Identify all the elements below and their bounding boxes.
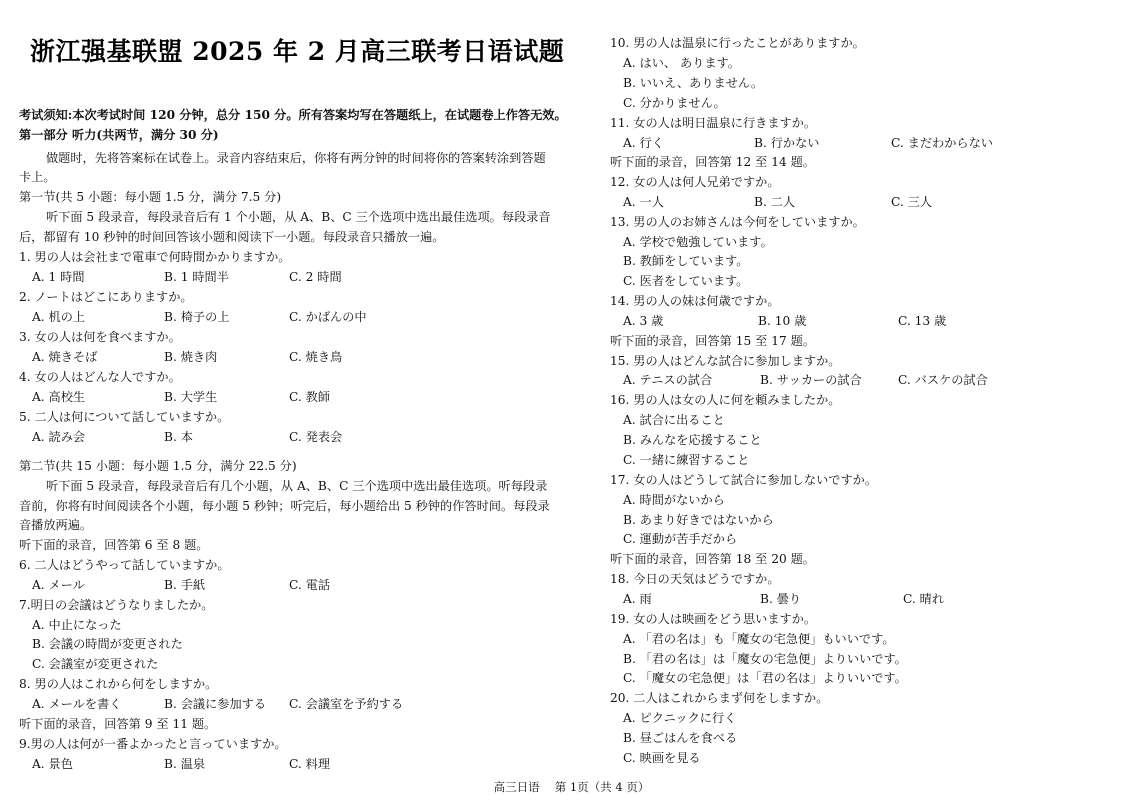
option-a: A. 焼きそば	[32, 350, 98, 364]
option-c: C. 会議室が変更された	[32, 657, 159, 671]
question-text: 11. 女の人は明日温泉に行きますか。	[610, 116, 817, 130]
option-a: A. 時間がないから	[623, 493, 725, 507]
option-b: B. 会議の時間が変更された	[32, 637, 183, 651]
option-b: B. 1 時間半	[164, 270, 229, 284]
option-a: A. 景色	[32, 757, 73, 771]
listen-instruction: 听下面的录音，回答第 9 至 11 题。	[19, 717, 217, 731]
option-a: A. メールを書く	[32, 697, 122, 711]
question-text: 5. 二人は何について話していますか。	[19, 410, 230, 424]
option-b: B. 大学生	[164, 390, 218, 404]
question-text: 14. 男の人の妹は何歳ですか。	[610, 294, 780, 308]
option-c: C. 運動が苦手だから	[623, 532, 738, 546]
page-footer: 高三日语 第 1页（共 4 页）	[493, 780, 650, 794]
option-c: C. 2 時間	[289, 270, 342, 284]
option-b: B. あまり好きではないから	[623, 513, 774, 527]
option-a: A. 1 時間	[32, 270, 85, 284]
option-b: B. 「君の名は」は「魔女の宅急便」よりいいです。	[623, 652, 907, 666]
section1-instruction-cont: 后，都留有 10 秒钟的时间回答该小题和阅读下一小题。每段录音只播放一遍。	[19, 230, 445, 244]
part1-instruction-cont: 卡上。	[19, 170, 56, 184]
question-text: 9.男の人は何が一番よかったと言っていますか。	[19, 737, 287, 751]
exam-title: 浙江强基联盟 2025 年 2 月高三联考日语试题	[30, 37, 565, 66]
option-a: A. 中止になった	[32, 618, 122, 632]
question-text: 12. 女の人は何人兄弟ですか。	[610, 175, 780, 189]
option-a: A. 試合に出ること	[623, 413, 725, 427]
listen-instruction: 听下面的录音，回答第 12 至 14 题。	[610, 155, 815, 169]
section1-heading: 第一节(共 5 小题：每小题 1.5 分，满分 7.5 分)	[19, 190, 282, 204]
option-c: C. 発表会	[289, 430, 343, 444]
option-b: B. 本	[164, 430, 193, 444]
option-a: A. 読み会	[32, 430, 86, 444]
option-b: B. サッカーの試合	[760, 373, 862, 387]
question-text: 10. 男の人は温泉に行ったことがありますか。	[610, 36, 865, 50]
listen-instruction: 听下面的录音，回答第 6 至 8 题。	[19, 538, 209, 552]
option-c: C. 三人	[891, 195, 933, 209]
option-a: A. 学校で勉強しています。	[623, 235, 773, 249]
option-c: C. バスケの試合	[898, 373, 988, 387]
option-c: C. 焼き鳥	[289, 350, 343, 364]
option-a: A. テニスの試合	[623, 373, 713, 387]
section2-heading: 第二节(共 15 小题：每小题 1.5 分，满分 22.5 分)	[19, 459, 297, 473]
section2-instruction-cont: 音播放两遍。	[19, 518, 93, 532]
option-a: A. メール	[32, 578, 85, 592]
question-text: 20. 二人はこれからまず何をしますか。	[610, 691, 829, 705]
option-a: A. 高校生	[32, 390, 86, 404]
option-a: A. 「君の名は」も「魔女の宅急便」もいいです。	[623, 632, 895, 646]
option-b: B. 行かない	[754, 136, 820, 150]
option-c: C. かばんの中	[289, 310, 367, 324]
question-text: 1. 男の人は会社まで電車で何時間かかりますか。	[19, 250, 291, 264]
question-text: 18. 今日の天気はどうですか。	[610, 572, 780, 586]
question-text: 3. 女の人は何を食べますか。	[19, 330, 181, 344]
question-text: 4. 女の人はどんな人ですか。	[19, 370, 181, 384]
option-b: B. 会議に参加する	[164, 697, 267, 711]
option-c: C. 会議室を予約する	[289, 697, 404, 711]
option-a: A. 机の上	[32, 310, 86, 324]
option-a: A. 3 歳	[623, 314, 664, 328]
question-text: 7.明日の会議はどうなりましたか。	[19, 598, 214, 612]
option-c: C. 教師	[289, 390, 331, 404]
option-b: B. 教師をしています。	[623, 254, 749, 268]
option-c: C. 「魔女の宅急便」は「君の名は」よりいいです。	[623, 671, 907, 685]
option-b: B. 焼き肉	[164, 350, 218, 364]
option-a: A. 行く	[623, 136, 664, 150]
option-a: A. はい、 あります。	[623, 56, 740, 70]
part1-instruction: 做题时，先将答案标在试卷上。录音内容结束后，你将有两分钟的时间将你的答案转涂到答题	[46, 151, 546, 165]
option-a: A. 一人	[623, 195, 664, 209]
option-a: A. 雨	[623, 592, 652, 606]
listen-instruction: 听下面的录音，回答第 18 至 20 题。	[610, 552, 815, 566]
question-text: 15. 男の人はどんな試合に参加しますか。	[610, 354, 841, 368]
option-b: B. 昼ごはんを食べる	[623, 731, 738, 745]
question-text: 8. 男の人はこれから何をしますか。	[19, 677, 218, 691]
option-b: B. 10 歳	[758, 314, 807, 328]
option-b: B. 二人	[754, 195, 796, 209]
part1-heading: 第一部分 听力(共两节，满分 30 分)	[19, 128, 219, 142]
option-c: C. 分かりません。	[623, 96, 726, 110]
option-b: B. みんなを応援すること	[623, 433, 762, 447]
option-b: B. 手紙	[164, 578, 206, 592]
option-b: B. 椅子の上	[164, 310, 230, 324]
section2-instruction: 听下面 5 段录音，每段录音后有几个小题，从 A、B、C 三个选项中选出最佳选项。听每段录	[46, 479, 548, 493]
option-c: C. 一緒に練習すること	[623, 453, 750, 467]
option-c: C. 医者をしています。	[623, 274, 749, 288]
question-text: 17. 女の人はどうして試合に参加しないですか。	[610, 473, 878, 487]
listen-instruction: 听下面的录音，回答第 15 至 17 题。	[610, 334, 815, 348]
option-c: C. 晴れ	[903, 592, 945, 606]
section2-instruction-cont: 音前，你将有时间阅读各个小题，每小题 5 秒钟；听完后，每小题给出 5 秒钟的作答时间。每段录	[19, 499, 550, 513]
option-c: C. まだわからない	[891, 136, 993, 150]
question-text: 2. ノートはどこにありますか。	[19, 290, 193, 304]
option-b: B. いいえ、ありません。	[623, 76, 764, 90]
question-text: 16. 男の人は女の人に何を頼みましたか。	[610, 393, 841, 407]
option-c: C. 料理	[289, 757, 331, 771]
question-text: 6. 二人はどうやって話していますか。	[19, 558, 230, 572]
section1-instruction: 听下面 5 段录音，每段录音后有 1 个小题，从 A、B、C 三个选项中选出最佳选项。每段录音	[46, 210, 551, 224]
option-c: C. 映画を見る	[623, 751, 701, 765]
option-a: A. ピクニックに行く	[623, 711, 737, 725]
option-c: C. 電話	[289, 578, 331, 592]
option-c: C. 13 歳	[898, 314, 947, 328]
question-text: 13. 男の人のお姉さんは今何をしていますか。	[610, 215, 865, 229]
exam-notice: 考试须知:本次考试时间 120 分钟，总分 150 分。所有答案均写在答题纸上，在试题卷上作答无效。	[19, 108, 567, 122]
option-b: B. 曇り	[760, 592, 802, 606]
option-b: B. 温泉	[164, 757, 206, 771]
question-text: 19. 女の人は映画をどう思いますか。	[610, 612, 817, 626]
